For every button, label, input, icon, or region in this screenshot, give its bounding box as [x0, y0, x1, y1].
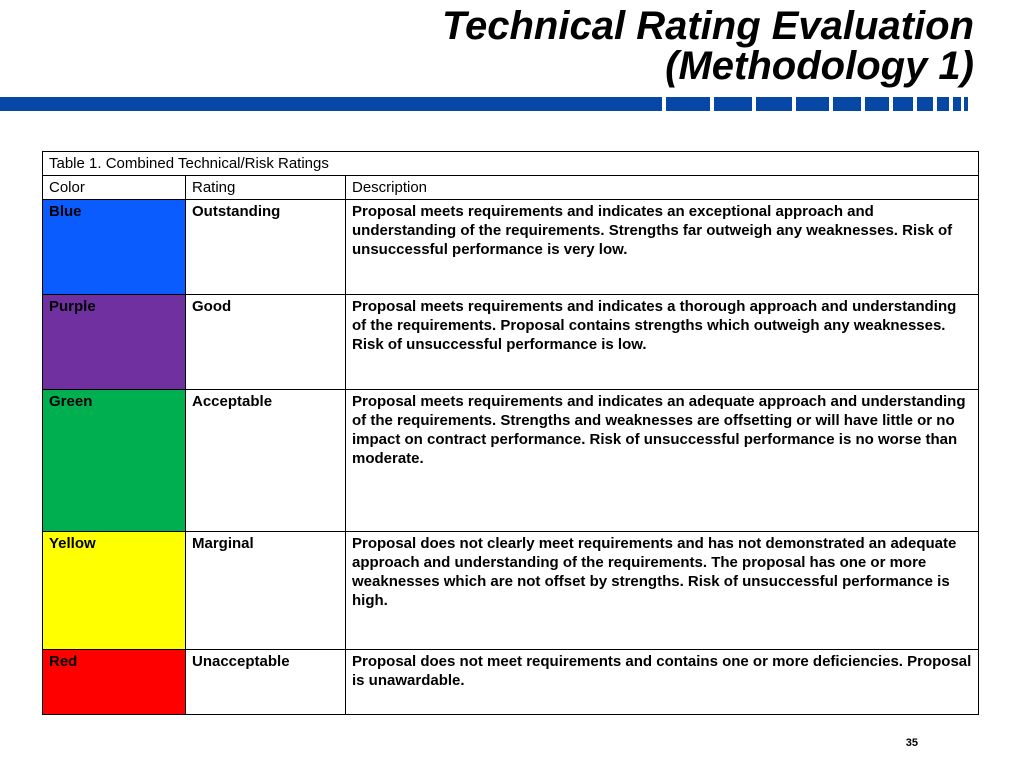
- header-bar-segment: [714, 97, 752, 111]
- column-header-description: Description: [346, 176, 979, 200]
- slide-title: [442, 6, 974, 86]
- rating-cell: Acceptable: [186, 390, 346, 532]
- header-bar-segment: [756, 97, 792, 111]
- header-bar-segment: [964, 97, 968, 111]
- rating-cell: Outstanding: [186, 200, 346, 295]
- table-header-row: [43, 176, 979, 200]
- table-row: [43, 532, 979, 650]
- description-cell: Proposal does not clearly meet requirements and has not demonstrated an adequate approach and understanding of the requirements. The proposal has one or more weaknesses which are not offset by strengths. Risk of unsuccessful performance is high.: [346, 532, 979, 650]
- description-cell: Proposal meets requirements and indicates an exceptional approach and understanding of the requirements. Strengths far outweigh any weaknesses. Risk of unsuccessful performance is very low.: [346, 200, 979, 295]
- description-cell: Proposal meets requirements and indicates a thorough approach and understanding of the requirements. Proposal contains strengths which outweigh any weaknesses. Risk of unsuccessful performance is low.: [346, 295, 979, 390]
- slide-title-line-2: (Methodology 1): [665, 44, 974, 88]
- header-bar-segment: [833, 97, 861, 111]
- table-caption-row: [43, 152, 979, 176]
- header-bar-segment: [917, 97, 933, 111]
- color-swatch-cell: Red: [43, 650, 186, 715]
- description-cell: Proposal meets requirements and indicates an adequate approach and understanding of the requirements. Strengths and weaknesses are offsetting or will have little or no impact on contract performance. Risk of unsuccessful performance is no worse than moderate.: [346, 390, 979, 532]
- ratings-table: [42, 151, 979, 715]
- color-swatch-cell: Blue: [43, 200, 186, 295]
- description-cell: Proposal does not meet requirements and contains one or more deficiencies. Proposal is unawardable.: [346, 650, 979, 715]
- header-bar-segment: [953, 97, 961, 111]
- page-number: 35: [905, 737, 918, 749]
- table-row: [43, 295, 979, 390]
- color-swatch-cell: Green: [43, 390, 186, 532]
- rating-cell: Marginal: [186, 532, 346, 650]
- header-bar-segment: [796, 97, 829, 111]
- header-bar-main: [0, 97, 662, 111]
- color-swatch-cell: Purple: [43, 295, 186, 390]
- color-swatch-cell: Yellow: [43, 532, 186, 650]
- table-row: [43, 200, 979, 295]
- table-row: [43, 650, 979, 715]
- header-bar-segment: [937, 97, 949, 111]
- header-bar-segment: [666, 97, 710, 111]
- header-bar-segment: [865, 97, 889, 111]
- rating-cell: Good: [186, 295, 346, 390]
- slide-title-line-1: Technical Rating Evaluation: [442, 4, 974, 48]
- table-row: [43, 390, 979, 532]
- rating-cell: Unacceptable: [186, 650, 346, 715]
- table-caption: Table 1. Combined Technical/Risk Ratings: [43, 152, 979, 176]
- column-header-color: Color: [43, 176, 186, 200]
- header-bar-segment: [893, 97, 913, 111]
- column-header-rating: Rating: [186, 176, 346, 200]
